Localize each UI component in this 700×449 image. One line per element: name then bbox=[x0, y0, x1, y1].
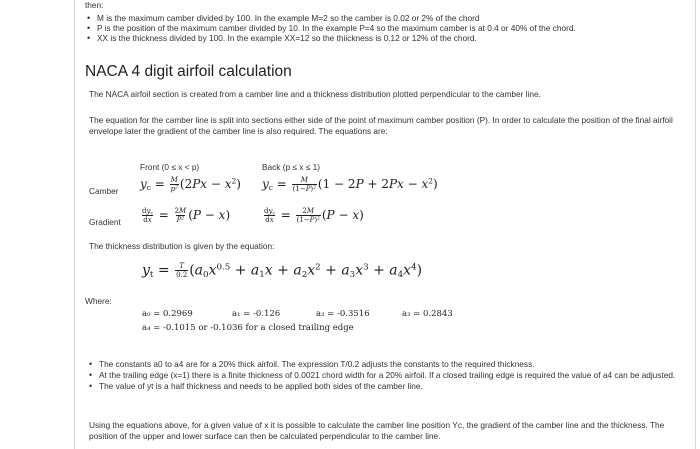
intro-bullet: • M is the maximum camber divided by 100. In the example M=2 so the camber is 0.02 or 2% of the chord bbox=[87, 13, 576, 23]
intro-then: then: bbox=[85, 0, 104, 10]
coefficient-a1: a₁ = -0.126 bbox=[232, 309, 281, 319]
camber-paragraph: The equation for the camber line is split into sections either side of the point of maximum camber position (P). In order to calculate the position of the final airfoil envelope later the gradient of the camber line is also required. The equations are: bbox=[89, 115, 673, 136]
intro-bullet: • P is the position of the maximum camber divided by 10. In the example P=4 so the maximum camber is at 0.4 or 40% of the chord. bbox=[87, 23, 576, 33]
back-header: Back (p ≤ x ≤ 1) bbox=[262, 162, 320, 172]
intro-bullet-list bbox=[87, 13, 576, 43]
coefficient-a0: a₀ = 0.2969 bbox=[142, 309, 193, 319]
coefficient-a3: a₃ = 0.2843 bbox=[402, 309, 453, 319]
note-bullet: • The constants a0 to a4 are for a 20% thick airfoil. The expression T/0.2 adjusts the constants to the required thickness. bbox=[89, 359, 689, 370]
intro-bullet: • XX is the thickness divided by 100. In the example XX=12 so the thiickness is 0.12 or 12% of the chord. bbox=[87, 33, 576, 43]
section-heading: NACA 4 digit airfoil calculation bbox=[85, 63, 292, 80]
thickness-equation: $y_t$ = $\frac{T}{0.2}$ $(a_0x^{0.5} + a_1x + a_2x^2 + a_3x^3 + a_4x^4)$ bbox=[142, 262, 423, 281]
gradient-back-equation: $\frac{dy_c}{dx}$ = $\frac{2M}{(1-P)^2}$ (P − x) bbox=[264, 207, 364, 224]
front-header: Front (0 ≤ x < p) bbox=[140, 162, 200, 172]
notes-list bbox=[89, 359, 689, 392]
camber-front-equation: $y_c$ = $\frac{M}{p^2}$ $(2Px - x^2)$ bbox=[140, 176, 241, 193]
note-bullet: • At the trailing edge (x=1) there is a finite thickness of 0.0021 chord width for a 20% airfoil. If a closed trailing edge is required the value of a4 can be adjusted. bbox=[89, 370, 689, 381]
note-bullet: • The value of yt is a half thickness and needs to be applied both sides of the camber line. bbox=[89, 381, 689, 392]
coefficient-a4: a₄ = -0.1015 or -0.1036 for a closed trailing edge bbox=[142, 323, 354, 333]
thickness-intro: The thickness distribution is given by the equation: bbox=[89, 241, 275, 251]
intro-paragraph: The NACA airfoil section is created from a camber line and a thickness distribution plotted perpendicular to the camber line. bbox=[89, 89, 541, 99]
summary-paragraph: Using the equations above, for a given value of x it is possible to calculate the camber line position Yc, the gradient of the camber line and the thickness. The position of the upper and lower surface can then be calculated perpendicular to the camber line. bbox=[89, 420, 665, 441]
gradient-label: Gradient bbox=[89, 217, 121, 227]
camber-back-equation: $y_c$ = $\frac{M}{(1-P)^2}$ $(1 - 2P + 2Px - x^2)$ bbox=[262, 176, 438, 193]
gradient-front-equation: $\frac{dy_c}{dx}$ = $\frac{2M}{P^2}$ (P − x) bbox=[142, 207, 231, 224]
where-label: Where: bbox=[85, 296, 112, 306]
camber-label: Camber bbox=[89, 186, 119, 196]
coefficient-a2: a₂ = -0.3516 bbox=[316, 309, 370, 319]
